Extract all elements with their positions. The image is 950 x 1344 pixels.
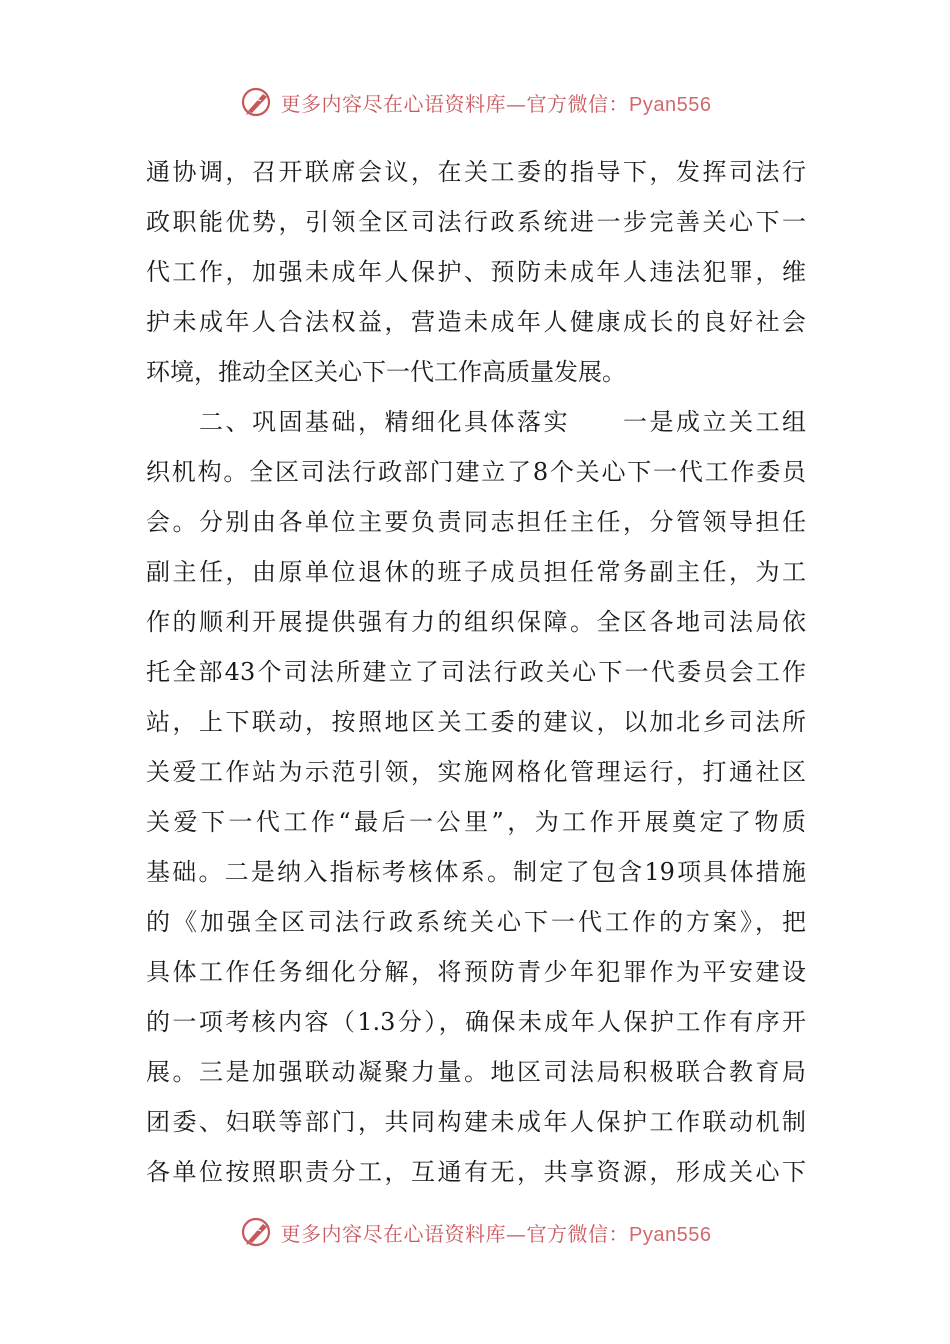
body-line: 会。分别由各单位主要负责同志担任主任，分管领导担任 [146, 508, 806, 536]
pen-logo-icon [239, 84, 275, 120]
body-line: 团委、妇联等部门，共同构建未成年人保护工作联动机制 [146, 1108, 806, 1136]
body-line: 二、巩固基础，精细化具体落实 一是成立关工组 [146, 408, 806, 436]
body-line: 通协调，召开联席会议，在关工委的指导下，发挥司法行 [146, 158, 806, 186]
footer-banner-text: 更多内容尽在心语资料库—官方微信：Pyan556 [280, 1221, 712, 1246]
body-line: 关爱工作站为示范引领，实施网格化管理运行，打通社区 [146, 758, 806, 786]
footer-banner [0, 1212, 950, 1252]
body-line: 护未成年人合法权益，营造未成年人健康成长的良好社会 [146, 308, 806, 336]
body-line: 作的顺利开展提供强有力的组织保障。全区各地司法局依 [146, 608, 806, 636]
body-line: 各单位按照职责分工，互通有无，共享资源，形成关心下 [146, 1158, 806, 1186]
body-line: 基础。二是纳入指标考核体系。制定了包含19项具体措施 [146, 858, 806, 886]
document-body [146, 147, 806, 1197]
body-line: 环境，推动全区关心下一代工作高质量发展。 [146, 358, 626, 386]
body-line: 展。三是加强联动凝聚力量。地区司法局积极联合教育局 [146, 1058, 806, 1086]
body-line: 的一项考核内容（1.3分），确保未成年人保护工作有序开 [146, 1008, 806, 1036]
body-line: 代工作，加强未成年人保护、预防未成年人违法犯罪，维 [146, 258, 806, 286]
body-line: 托全部43个司法所建立了司法行政关心下一代委员会工作 [146, 658, 806, 686]
body-line: 站，上下联动，按照地区关工委的建议，以加北乡司法所 [146, 708, 806, 736]
header-banner-text: 更多内容尽在心语资料库—官方微信：Pyan556 [280, 91, 712, 116]
body-line: 关爱下一代工作“最后一公里”，为工作开展奠定了物质 [146, 808, 806, 836]
pen-logo-icon [239, 1214, 275, 1250]
body-line: 具体工作任务细化分解，将预防青少年犯罪作为平安建设 [146, 958, 806, 986]
header-banner [0, 82, 950, 122]
body-line: 织机构。全区司法行政部门建立了8个关心下一代工作委员 [146, 458, 806, 486]
body-line: 的《加强全区司法行政系统关心下一代工作的方案》，把 [146, 908, 806, 936]
body-line: 副主任，由原单位退休的班子成员担任常务副主任，为工 [146, 558, 806, 586]
body-line: 政职能优势，引领全区司法行政系统进一步完善关心下一 [146, 208, 806, 236]
